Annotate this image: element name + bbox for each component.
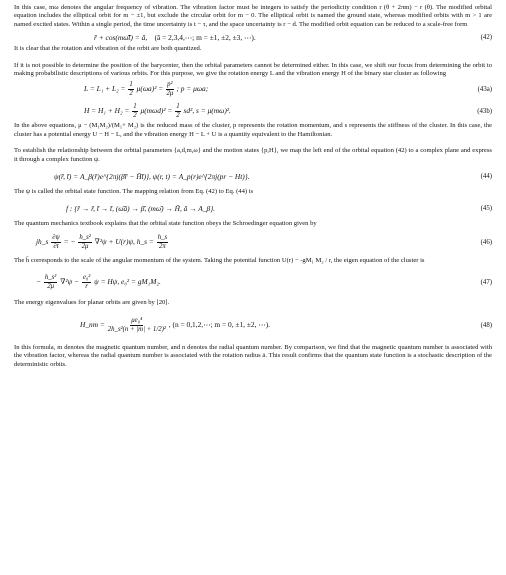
- eq43a-number: (43a): [477, 85, 492, 93]
- eq46-number: (46): [480, 239, 492, 247]
- paragraph-3: If it is not possible to determine the position of the barycenter, then the orbital parameters cannot be determined either. In this case, we shift our focus from determining the orbit to making probabilistic descriptions of various orbits. For this purpose, we give the rotation energy L and the vibration energy H of the binary star cluster as following: [14, 61, 492, 78]
- paragraph-1: In this case, mω denotes the angular frequency of vibration. The vibration factor must be integers to satisfy the periodicity condition r (θ + 2πm) − r (θ). The modified orbital equation includes the elliptical orbit for m − ±1, but exclude the circular orbit for m − 0. The elliptical orbit is named the ground state, whereas modified orbits with m > 1 are named excited states. Within a single period, the time uncertainty is t − τ, and the space uncertainty is r − d. The modified orbit equation can be reduced to a scale-free form: [14, 4, 492, 28]
- eq43a-tail: ; p = μωa;: [176, 84, 209, 94]
- equation-46: [14, 229, 492, 257]
- paragraph-8: The h̄ corresponds to the scale of the angular momentum of the system. Taking the potential function U(r) − -gM₁ M₂ / r, the eigen equation of the cluster is: [14, 256, 425, 264]
- paragraph-5: To establish the relationship between the orbital parameters {a,d,m,ω} and the motion states {p,H}, we map the left end of the orbital equation (42) to a complex plane and express it through a complex function ψ.: [14, 147, 492, 163]
- paragraph-2: It is clear that the rotation and vibration of the orbit are both quantized.: [14, 45, 202, 53]
- eq48-lhs: H_nm =: [80, 320, 105, 330]
- eq43b-frac-half-2: $\frac{1}{2}$: [176, 102, 180, 119]
- equation-43a: [14, 78, 492, 100]
- eq43b-number: (43b): [477, 107, 492, 115]
- equation-47: [14, 265, 492, 299]
- eq42-number: (42): [480, 33, 492, 41]
- eq47-number: (47): [480, 278, 492, 286]
- eq46-mid: ∇²ψ + U(r)ψ, h_s =: [94, 237, 154, 247]
- eq44-text: ψ(r̄, t̄) = A_β(r̄)e^{2πj(β̄r̄ − H̄t̄)}, ψ(r, t) = A_p(r)e^{2πj(pr − Ht)}.: [54, 171, 250, 181]
- eq42-conditions: (ā = 2,3,4,⋯; m = ±1, ±2, ±3, ⋯).: [154, 32, 256, 42]
- paragraph-7: The quantum mechanics textbook explains that the orbital state function obeys the Schroedinger equation given by: [14, 220, 317, 228]
- equation-44: [14, 164, 492, 188]
- eq46-frac-hs2-2mu: $\frac{\text{h\_s²}}{2\mu}$: [79, 234, 91, 251]
- equation-48: [14, 308, 492, 344]
- equation-42: [14, 29, 492, 45]
- eq43b-frac-half-1: $\frac{1}{2}$: [133, 102, 137, 119]
- eq45-number: (45): [480, 204, 492, 212]
- eq47-frac-e0-r: $\frac{\text{e₀²}}{r}$: [82, 273, 91, 290]
- eq43a-lhs: L = L₁ + L₂ =: [84, 84, 126, 94]
- eq43b-tail: sd², s = μ(mω)².: [183, 106, 231, 116]
- paragraph-10: In this formula, m denotes the magnetic quantum number, and n denotes the radial quantum number. By comparison, we find that the magnetic quantum number is associated with the vibration factor, whereas the radial quantum number is associated with the rotation radius ā. This result confirms that the quantum state function is a stochastic description of the deterministic orbits.: [14, 343, 492, 368]
- equation-43b: [14, 100, 492, 122]
- eq48-frac-energy: $\frac{\text{μe₀⁴}}{\text{2h\_s²(n + |m| + 1/2)²}}$: [107, 317, 166, 334]
- eq47-frac-hs2-2mu: $\frac{\text{h\_s²}}{2\mu}$: [44, 273, 57, 290]
- eq47-mid: ∇²ψ −: [60, 276, 80, 286]
- eq42-main: r̄ + cos(mω̄t̄) = ā,: [94, 32, 148, 42]
- equation-45: [14, 196, 492, 220]
- eq46-equals: = −: [63, 237, 76, 247]
- eq43a-frac-p: $\frac{\text{p²}}{2\mu}$: [166, 80, 174, 97]
- paragraph-6: The ψ is called the orbital state function. The mapping relation from Eq. (42) to Eq. (44) is: [14, 188, 254, 196]
- eq48-tail: , (n = 0,1,2,⋯; m = 0, ±1, ±2, ⋯).: [168, 320, 271, 330]
- eq45-text: f : {r̄ → r̄, t̄ → t̄, (ω̄ā) → β̄, (mω̄) → H̄, ā → A_β}.: [66, 203, 216, 213]
- eq43a-frac-half: $\frac{1}{2}$: [129, 80, 133, 97]
- paragraph-9: The energy eigenvalues for planar orbits are given by [20].: [14, 299, 170, 307]
- eq44-number: (44): [480, 172, 492, 180]
- eq48-number: (48): [480, 322, 492, 330]
- paragraph-4: In the above equations, μ − (M₁M₂)/(M₁+ M₂) is the reduced mass of the cluster, p represents the rotation momentum, and s represents the stiffness of the cluster. In this case, the cluster has a potential energy U − H − L, and the vibration energy H − L + U is a quantity equivalent to the Hamiltonian.: [14, 122, 492, 138]
- eq46-lhs: jh_s: [36, 237, 49, 247]
- eq46-frac-dpsi-dt: $\frac{\partial\psi}{\partial t}$: [52, 234, 60, 251]
- eq47-lead: −: [36, 276, 41, 286]
- eq47-tail: ψ = Hψ, e₀² = gM₁M₂.: [94, 276, 161, 286]
- eq43a-mid: μ(ωa)² =: [136, 84, 164, 94]
- eq46-frac-hs-2pi: $\frac{h\_s}{2\pi}$: [157, 234, 168, 251]
- eq43b-mid: μ(mωd)² =: [140, 106, 173, 116]
- eq43b-lhs: H = H₁ + H₂ =: [84, 106, 130, 116]
